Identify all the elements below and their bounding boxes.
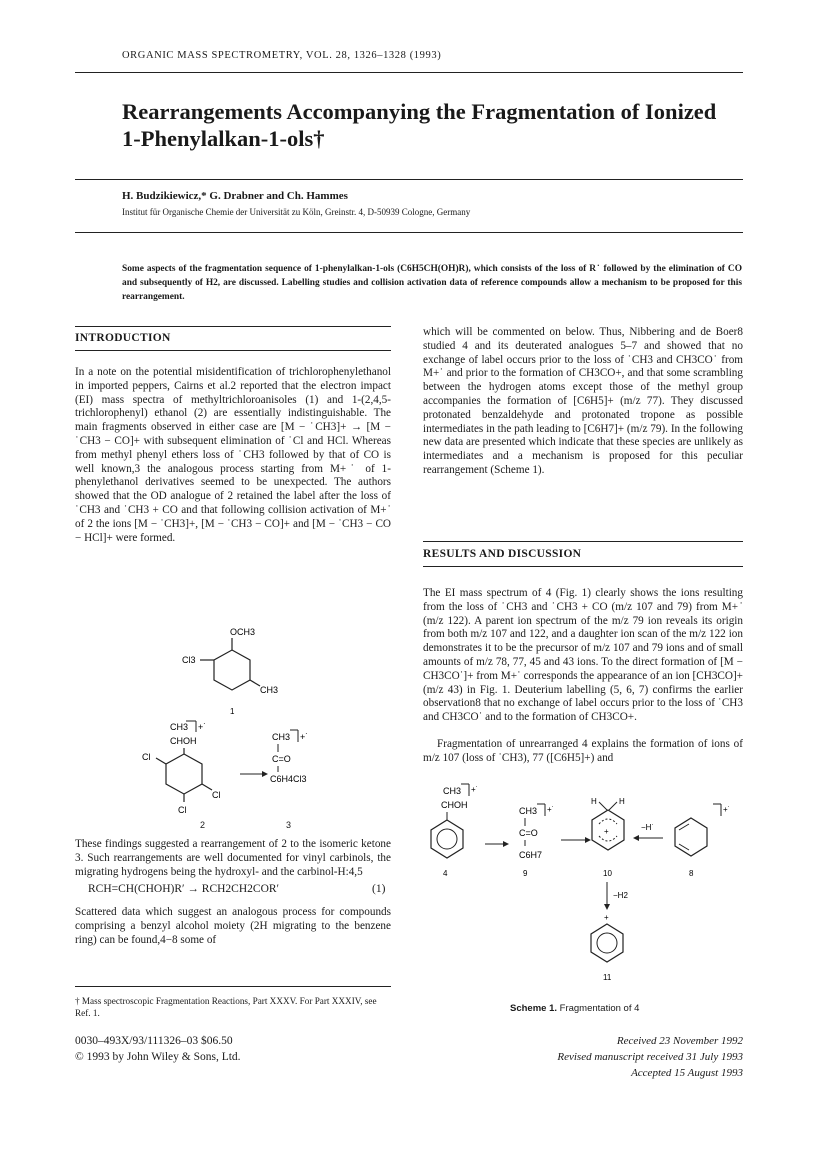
- cl-label-c: Cl: [178, 805, 187, 815]
- arrow-4-9: [485, 841, 509, 847]
- results-paragraph-1: The EI mass spectrum of 4 (Fig. 1) clearly shows the ions resulting from the loss of ˙CH3 and ˙CH3 + CO (m/z 107 and 79) from M+˙ (m/z 122). A parent ion spectrum of the m/z 79 ion reveals its origin from both m/z 107 and 122, and a daughter ion scan of the m/z 122 ion demonstrates it to be the precursor of m/z 107 and 79 ions and of small amounts of m/z 78, 77, 45 and 43 ions. To the direct formation of [M − CH3CO˙]+ from M+˙ corresponds the appearance of an ion [CH3CO]+ (m/z 43) in Fig. 1. Deuterium labelling (5, 6, 7) confirms the earlier observation8 that no exchange of label occurs prior to the loss of ˙CH3 and CH3CO˙ and to the formation of CH3CO+.: [423, 587, 743, 724]
- affil-rule: [75, 232, 743, 233]
- radical-label-3: +˙: [300, 732, 309, 742]
- structure-11: [591, 913, 623, 982]
- equation-1: RCH=CH(CHOH)R′ → RCH2CH2COR′: [88, 883, 280, 895]
- cl3-label: Cl3: [182, 655, 196, 665]
- structure-4: [431, 784, 478, 878]
- plus-label-11: +: [604, 913, 609, 922]
- co-label-3: C=O: [272, 754, 291, 764]
- ch3-label-9: CH3: [519, 806, 538, 816]
- compound-8-label: 8: [689, 869, 694, 878]
- h-label-b: H: [619, 797, 625, 806]
- received-date: Received 23 November 1992: [616, 1035, 743, 1047]
- authors: H. Budzikiewicz,* G. Drabner and Ch. Hammes: [122, 190, 348, 202]
- scheme-caption-text: Fragmentation of 4: [557, 1003, 640, 1014]
- intro-rule-top: [75, 326, 391, 327]
- results-paragraph-2: Fragmentation of unrearranged 4 explains the formation of ions of m/z 107 (loss of ˙CH3), 77 ([C6H5]+) and: [423, 738, 743, 764]
- och3-label: OCH3: [230, 627, 256, 637]
- compound-9-label: 9: [523, 869, 528, 878]
- structure-1: [182, 627, 278, 716]
- radical-label-2: +˙: [198, 722, 207, 732]
- radical-label-9: +˙: [547, 805, 555, 814]
- arrow-9-10: [561, 837, 591, 843]
- chohs-label-2: CHOH: [170, 736, 197, 746]
- minus-h-label: −H˙: [641, 823, 655, 832]
- arrow-10-11: [604, 882, 628, 910]
- ch3-label-4: CH3: [443, 786, 462, 796]
- radical-label-4: +˙: [471, 785, 479, 794]
- arrow-8-10: [633, 823, 663, 841]
- structure-diagram-2-3: [140, 718, 360, 828]
- structure-8: [675, 804, 730, 878]
- equation-1-number: (1): [372, 883, 386, 895]
- ch3-label: CH3: [260, 685, 279, 695]
- article-title: Rearrangements Accompanying the Fragmentation of Ionized 1-Phenylalkan-1-ols†: [122, 99, 717, 151]
- cl-label-a: Cl: [142, 752, 151, 762]
- section-heading-results: RESULTS AND DISCUSSION: [423, 548, 582, 560]
- compound-10-label: 10: [603, 869, 612, 878]
- intro-rule-bottom: [75, 350, 391, 351]
- c6h7-label: C6H7: [519, 850, 543, 860]
- scheme-caption-label: Scheme 1.: [510, 1003, 557, 1014]
- ch3-label-2: CH3: [170, 722, 189, 732]
- title-rule: [75, 179, 743, 180]
- minus-h2-label: −H2: [613, 891, 628, 900]
- abstract: Some aspects of the fragmentation sequence of 1-phenylalkan-1-ols (C6H5CH(OH)R), which consists of the loss of R˙ followed by the elimination of CO and subsequently of H2, are discussed. Labelling studies and collision activation data of reference compounds allow a mechanism to be proposed for this rearrangement.: [122, 264, 742, 302]
- copyright: © 1993 by John Wiley & Sons, Ltd.: [75, 1051, 241, 1063]
- footnote-rule: [75, 986, 391, 987]
- scheme-1: [423, 780, 743, 990]
- ch3-label-3: CH3: [272, 732, 291, 742]
- results-rule-bottom: [423, 566, 743, 567]
- header-rule: [75, 72, 743, 73]
- compound-1-label: 1: [230, 707, 235, 716]
- compound-4-label: 4: [443, 869, 448, 878]
- structure-2: [142, 721, 221, 815]
- reaction-arrow-2-3: [240, 771, 268, 777]
- structure-10: [591, 797, 625, 878]
- radical-label-8: +˙: [723, 805, 731, 814]
- cl-label-b: Cl: [212, 790, 221, 800]
- c6h4cl3-label: C6H4Cl3: [270, 774, 307, 784]
- compound-11-label: 11: [603, 973, 612, 982]
- accepted-date: Accepted 15 August 1993: [631, 1067, 743, 1079]
- compound-2-label: 2: [200, 820, 206, 830]
- structure-9: [519, 804, 554, 878]
- revised-date: Revised manuscript received 31 July 1993: [557, 1051, 743, 1063]
- chohs-label-4: CHOH: [441, 800, 468, 810]
- scheme-caption: [510, 1003, 639, 1014]
- affiliation: Institut für Organische Chemie der Universität zu Köln, Greinstr. 4, D-50939 Cologne, Germany: [122, 207, 471, 217]
- plus-label-10: +: [604, 827, 609, 836]
- dates-block: [423, 1033, 743, 1081]
- intro-paragraph-1: In a note on the potential misidentification of trichlorophenylethanol in imported peppers, Cairns et al.2 reported that the electron impact (EI) mass spectra of methyltrichloroanisoles (1) and 1-(2,4,5-trichlorophenyl) ethanol (2) are essentially indistinguishable. The main fragments observed in either case are [M − ˙CH3]+ → [M − ˙CH3 − CO]+ with subsequent elimination of ˙Cl and HCl. Whereas from methyl phenyl ethers loss of ˙CH3 followed by that of CO is well known,3 the analogous process starting from M+˙ of 1-phenylethanol derivatives seemed to be unexpected. The authors showed that the OD analogue of 2 retained the label after the loss of ˙CH3 and ˙CH3 + CO and that following collision activation of M+˙ of 2 the ions [M − ˙CH3]+, [M − ˙CH3 − CO]+ and [M − ˙CH3 − CO − HCl]+ were formed.: [75, 366, 391, 544]
- h-label-a: H: [591, 797, 597, 806]
- right-intro-paragraph: which will be commented on below. Thus, Nibbering and de Boer8 studied 4 and its deuterated analogues 5–7 and showed that no exchange of label occurs prior to the loss of ˙CH3 and CH3CO˙ from M+˙ and prior to the formation of CH3CO+, and that some scrambling between the hydrogen atoms except those of the methyl group accompanies the formation of [C6H5]+ (m/z 77). They discussed protonated benzaldehyde and protonated tropone as possible intermediates in the path leading to [C6H7]+ (m/z 79). In the following new data are presented which indicate that these species are unlikely as intermediates and a mechanism is proposed for this peculiar rearrangement (Scheme 1).: [423, 326, 743, 476]
- compound-3-label: 3: [286, 820, 292, 830]
- journal-header: ORGANIC MASS SPECTROMETRY, VOL. 28, 1326–1328 (1993): [122, 50, 442, 61]
- structure-3: [270, 730, 308, 784]
- intro-paragraph-3: Scattered data which suggest an analogous process for compounds comprising a benzyl alcohol moiety (2H migrating to the benzene ring) can be found,4−8 some of: [75, 906, 391, 946]
- results-rule-top: [423, 541, 743, 542]
- co-label-9: C=O: [519, 828, 538, 838]
- section-heading-introduction: INTRODUCTION: [75, 332, 171, 344]
- footnote: † Mass spectroscopic Fragmentation Reactions, Part XXXV. For Part XXXIV, see Ref. 1.: [75, 996, 377, 1018]
- publisher-code: 0030–493X/93/111326–03 $06.50: [75, 1035, 233, 1047]
- intro-paragraph-2: These findings suggested a rearrangement of 2 to the isomeric ketone 3. Such rearrangements are well documented for vinyl carbinols, the migrating hydrogens being the hydroxyl- and the carbinol-H:4,5: [75, 838, 391, 878]
